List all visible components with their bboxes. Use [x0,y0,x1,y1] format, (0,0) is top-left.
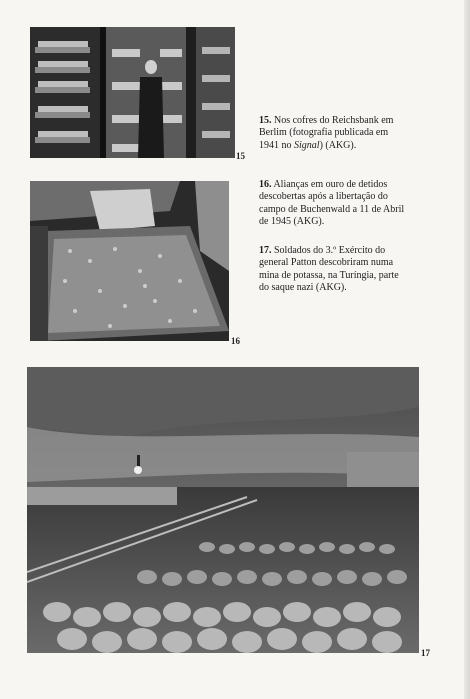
photo-reichsbank-vault [30,27,235,158]
caption-15-text: Nos cofres do Reichsbank em Berlim (fotografia publicada em 1941 no [259,115,394,151]
photo-potash-mine-loot [27,367,419,653]
photo-buchenwald-rings [30,181,229,341]
caption-15-number: 15. [259,115,272,126]
caption-15-tail: ) (AKG). [319,139,357,151]
caption-figure-16 [259,179,409,228]
caption-17-number: 17. [259,245,272,256]
caption-16-number: 16. [259,179,272,190]
page-number: 17 [421,648,430,658]
caption-15-italic: Signal [294,139,320,151]
caption-figure-17 [259,245,409,294]
page-edge [464,0,470,699]
figure-number-15: 15 [236,151,245,161]
figure-number-16: 16 [231,336,240,346]
caption-16-text: Alianças em ouro de detidos descobertas após a libertação do campo de Buchenwald a 11 de Abril de 1945 (AKG). [259,179,405,227]
caption-17-text: Soldados do 3.º Exército do general Patton descobriram numa mina de potassa, na Turíngia, parte do saque nazi (AKG). [259,245,399,293]
caption-figure-15 [259,115,409,152]
